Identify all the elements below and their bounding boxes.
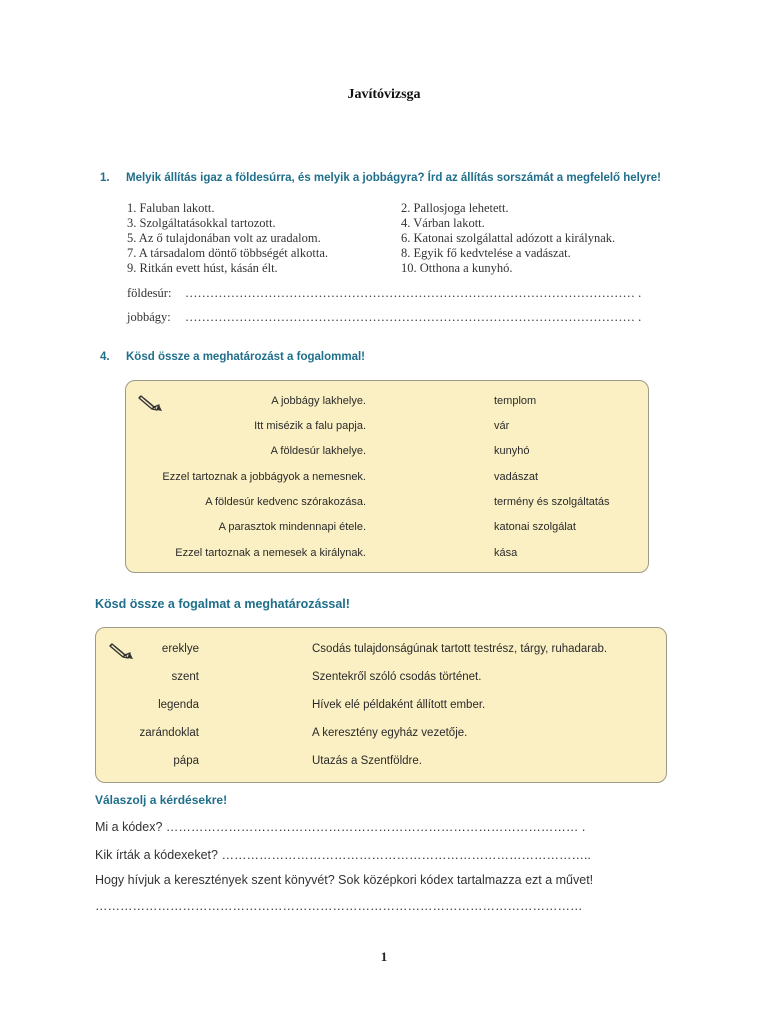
foldesur-label: földesúr: — [127, 286, 172, 300]
page-number: 1 — [380, 949, 388, 964]
concept-item: kunyhó — [494, 445, 530, 457]
definition-item: Hívek elé példaként állított ember. — [312, 699, 486, 711]
pencil-icon — [108, 640, 136, 662]
definition-item: Ezzel tartoznak a nemesek a királynak. — [175, 547, 366, 559]
task-1-number: 1. — [100, 172, 110, 184]
definition-item: Utazás a Szentföldre. — [312, 755, 422, 767]
task-4-instruction: Kösd össze a meghatározást a fogalommal! — [126, 351, 366, 363]
statement-item: 1. Faluban lakott. — [127, 201, 215, 215]
task-1-left-items — [127, 201, 328, 276]
statement-item: 3. Szolgáltatásokkal tartozott. — [127, 216, 276, 230]
statement-item: 10. Otthona a kunyhó. — [401, 261, 513, 275]
jobbagy-answer-line[interactable]: ……………………………………………………………………………………………… . — [185, 310, 642, 324]
task-5-instruction: Kösd össze a fogalmat a meghatározással! — [95, 597, 350, 611]
concept-item: vár — [494, 420, 510, 432]
matching-box-2 — [95, 627, 667, 783]
statement-item: 9. Ritkán evett húst, kásán élt. — [127, 261, 278, 275]
concept-item: templom — [494, 395, 537, 407]
definition-item: Csodás tulajdonságúnak tartott testrész, tárgy, ruhadarab. — [312, 643, 608, 655]
jobbagy-label: jobbágy: — [127, 310, 171, 324]
definition-item: A földesúr lakhelye. — [270, 445, 366, 457]
statement-item: 6. Katonai szolgálattal adózott a királynak. — [401, 231, 616, 245]
concept-item: ereklye — [161, 643, 199, 655]
statement-item: 8. Egyik fő kedvtelése a vadászat. — [401, 246, 571, 260]
task-4-number: 4. — [100, 351, 110, 363]
concept-item: vadászat — [494, 471, 539, 483]
pencil-icon — [138, 392, 164, 414]
matching-box-1 — [125, 380, 649, 573]
task-1-instruction: Melyik állítás igaz a földesúrra, és melyik a jobbágyra? Írd az állítás sorszámát a megfelelő helyre! — [126, 172, 661, 184]
answer-line[interactable]: ……………………………………………………………………………………………………… — [95, 899, 583, 913]
definition-item: A parasztok mindennapi étele. — [218, 521, 366, 533]
definition-item: A földesúr kedvenc szórakozása. — [205, 496, 366, 508]
definition-item: Ezzel tartoznak a jobbágyok a nemesnek. — [162, 471, 366, 483]
statement-item: 7. A társadalom döntő többségét alkotta. — [127, 246, 329, 260]
statement-item: 4. Várban lakott. — [401, 216, 485, 230]
question-kodex-authors[interactable]: Kik írták a kódexeket? …………………………………………………………………………….. — [95, 848, 591, 862]
question-holy-book: Hogy hívjuk a keresztények szent könyvét? Sok középkori kódex tartalmazza ezt a művet! — [95, 873, 594, 887]
concept-item: szent — [171, 671, 199, 683]
concept-item: zarándoklat — [139, 727, 199, 739]
concept-item: pápa — [173, 755, 199, 767]
definition-item: A jobbágy lakhelye. — [271, 395, 366, 407]
task-1-right-items — [401, 201, 615, 276]
task-6-instruction: Válaszolj a kérdésekre! — [95, 793, 228, 807]
concept-item: katonai szolgálat — [494, 521, 576, 533]
question-kodex[interactable]: Mi a kódex? ……………………………………………………………………………………… . — [95, 820, 586, 834]
definition-item: A keresztény egyház vezetője. — [312, 727, 468, 739]
foldesur-answer-line[interactable]: ……………………………………………………………………………………………… . — [185, 286, 642, 300]
definition-item: Szentekről szóló csodás történet. — [312, 671, 482, 683]
concept-item: termény és szolgáltatás — [494, 496, 610, 508]
page-title: Javítóvizsga — [347, 87, 421, 102]
statement-item: 2. Pallosjoga lehetett. — [401, 201, 509, 215]
concept-item: legenda — [158, 699, 199, 711]
statement-item: 5. Az ő tulajdonában volt az uradalom. — [127, 231, 321, 245]
definition-item: Itt misézik a falu papja. — [254, 420, 366, 432]
concept-item: kása — [494, 547, 518, 559]
